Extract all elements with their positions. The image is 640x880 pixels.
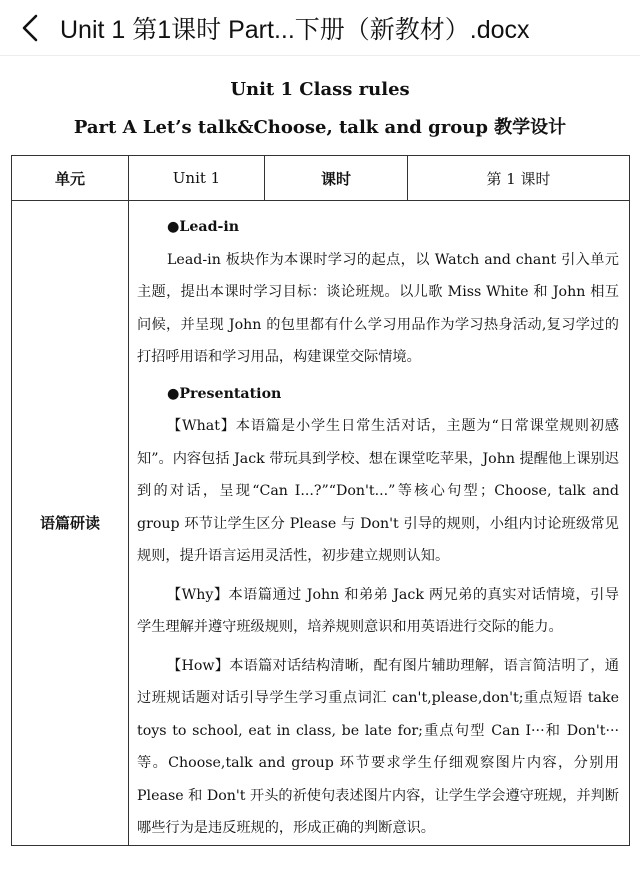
lesson-plan-table — [11, 155, 630, 846]
cell-text-analysis-label: 语篇研读 — [12, 201, 129, 846]
cell-unit-value: Unit 1 — [129, 156, 265, 201]
paragraph-why: 【Why】本语篇通过 John 和弟弟 Jack 两兄弟的真实对话情境，引导学生理解并遵守班级规则，培养规则意识和用英语进行交际的能力。 — [137, 586, 619, 635]
cell-unit-label: 单元 — [12, 156, 129, 201]
section-heading-presentation: ●Presentation — [167, 385, 282, 402]
cell-text-analysis-content — [129, 201, 630, 846]
paragraph-leadin: Lead-in 板块作为本课时学习的起点，以 Watch and chant 引入单元主题，提出本课时学习目标：谈论班规。以儿歌 Miss White 和 John 相互问候，并呈现 John 的包里都有什么学习用品作为学习热身活动,复习学过的打招呼用语和学习用品，构建课堂交际情境。 — [137, 251, 619, 365]
cell-lesson-value: 第 1 课时 — [408, 156, 630, 201]
paragraph-what: 【What】本语篇是小学生日常生活对话，主题为“日常课堂规则初感知”。内容包括 Jack 带玩具到学校、想在课堂吃苹果，John 提醒他上课别迟到的对话，呈现“Can I...?”“Don't...”等核心句型；Choose, talk and group 环节让学生区分 Please 与 Don't 引导的规则，小组内讨论班级常见规则，提升语言运用灵活性，初步建立规则认知。 — [137, 418, 619, 564]
document-title: Unit 1 第1课时 Part...下册（新教材）.docx — [60, 15, 530, 44]
back-button[interactable] — [10, 8, 50, 48]
page-title: Unit 1 Class rules — [230, 79, 410, 100]
chevron-left-icon — [19, 14, 41, 42]
table-content-row — [12, 201, 630, 846]
table-header-row — [12, 156, 630, 201]
section-heading-leadin: ●Lead-in — [167, 219, 240, 235]
page-subtitle: Part A Let’s talk&Choose, talk and group 教学设计 — [73, 117, 567, 138]
cell-lesson-label: 课时 — [265, 156, 408, 201]
top-bar — [0, 0, 640, 56]
paragraph-how: 【How】本语篇对话结构清晰，配有图片辅助理解，语言简洁明了，通过班规话题对话引导学生学习重点词汇 can't,please,don't;重点短语 take toys to school, eat in class, be late for;重点句型 Can I···和 Don't···等。Choose,talk and group 环节要求学生仔细观察图片内容，分别用 Please 和 Don't 开头的祈使句表述图片内容，让学生学会遵守班规，并判断哪些行为是违反班规的，形成正确的判断意识。 — [137, 657, 619, 836]
